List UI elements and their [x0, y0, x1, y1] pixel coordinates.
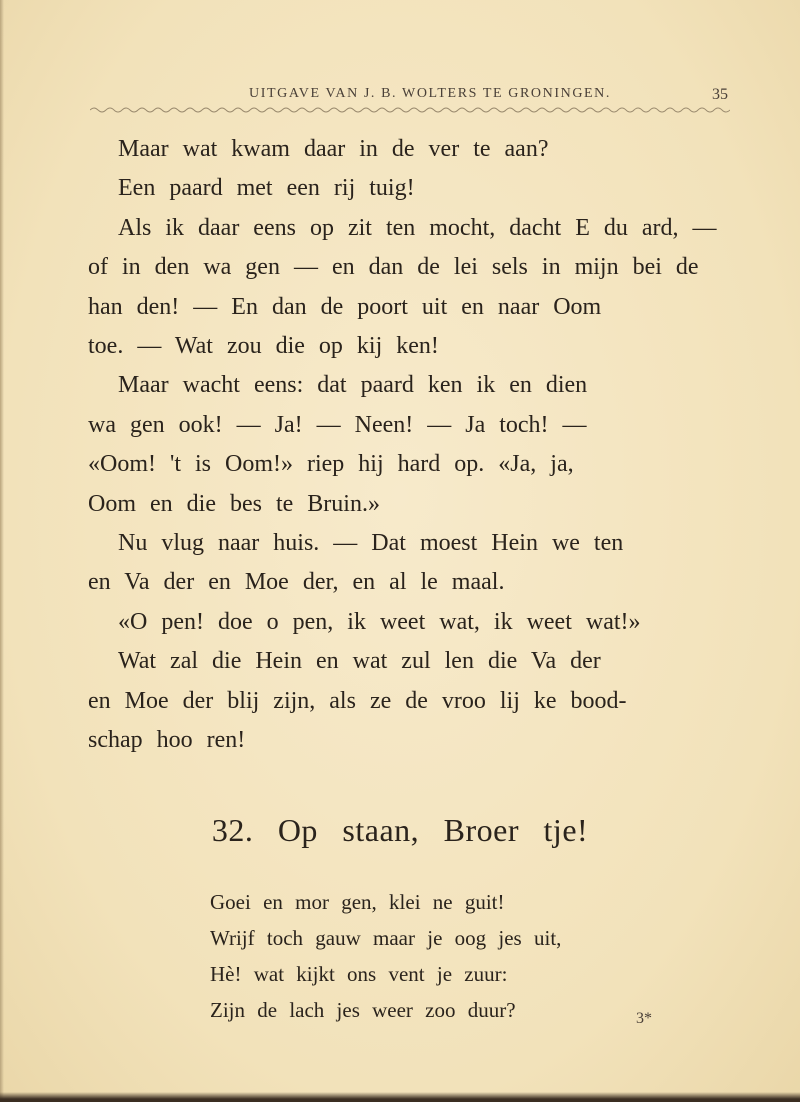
text-line: toe. — Wat zou die op kij ken! — [88, 333, 439, 360]
page-left-edge — [0, 0, 4, 1102]
text-line: wa gen ook! — Ja! — Neen! — Ja toch! — — [88, 411, 587, 438]
text-line: en Moe der blij zijn, als ze de vroo lij ke bood- — [88, 687, 627, 714]
chapter-title: Op staan, Broer tje! — [277, 812, 589, 848]
poem-line: Wrijf toch gauw maar je oog jes uit, — [210, 926, 562, 950]
text-line: Wat zal die Hein en wat zul len die Va der — [118, 648, 601, 675]
publisher-header: UITGAVE VAN J. B. WOLTERS TE GRONINGEN. — [249, 86, 611, 101]
text-line: en Va der en Moe der, en al le maal. — [88, 569, 505, 596]
text-line: Als ik daar eens op zit ten mocht, dacht E du ard, — — [118, 214, 717, 241]
page-bottom-edge — [0, 1092, 800, 1102]
poem-line: Hè! wat kijkt ons vent je zuur: — [210, 962, 508, 986]
poem-line: Goei en mor gen, klei ne guit! — [210, 890, 505, 914]
page-number: 35 — [712, 86, 728, 103]
text-line: han den! — En dan de poort uit en naar Oom — [88, 293, 602, 320]
poem — [210, 884, 650, 1028]
text-line: schap hoo ren! — [88, 727, 246, 754]
text-line: Maar wat kwam daar in de ver te aan? — [118, 136, 549, 162]
body-text — [88, 130, 728, 761]
decorative-rule — [90, 106, 730, 114]
text-line: of in den wa gen — en dan de lei sels in mijn bei de — [88, 254, 699, 281]
text-line: «Oom! 't is Oom!» riep hij hard op. «Ja, ja, — [88, 451, 574, 478]
text-line: Oom en die bes te Bruin.» — [88, 490, 380, 517]
running-header — [60, 86, 740, 110]
text-line: Een paard met een rij tuig! — [118, 175, 415, 202]
text-line: Maar wacht eens: dat paard ken ik en dien — [118, 372, 588, 399]
chapter-number: 32. — [211, 812, 254, 848]
chapter-heading — [80, 812, 720, 849]
text-line: Nu vlug naar huis. — Dat moest Hein we ten — [118, 530, 624, 557]
text-line: «O pen! doe o pen, ik weet wat, ik weet wat!» — [118, 608, 641, 635]
poem-line: Zijn de lach jes weer zoo duur? — [210, 998, 516, 1022]
signature-mark: 3* — [636, 1010, 652, 1027]
